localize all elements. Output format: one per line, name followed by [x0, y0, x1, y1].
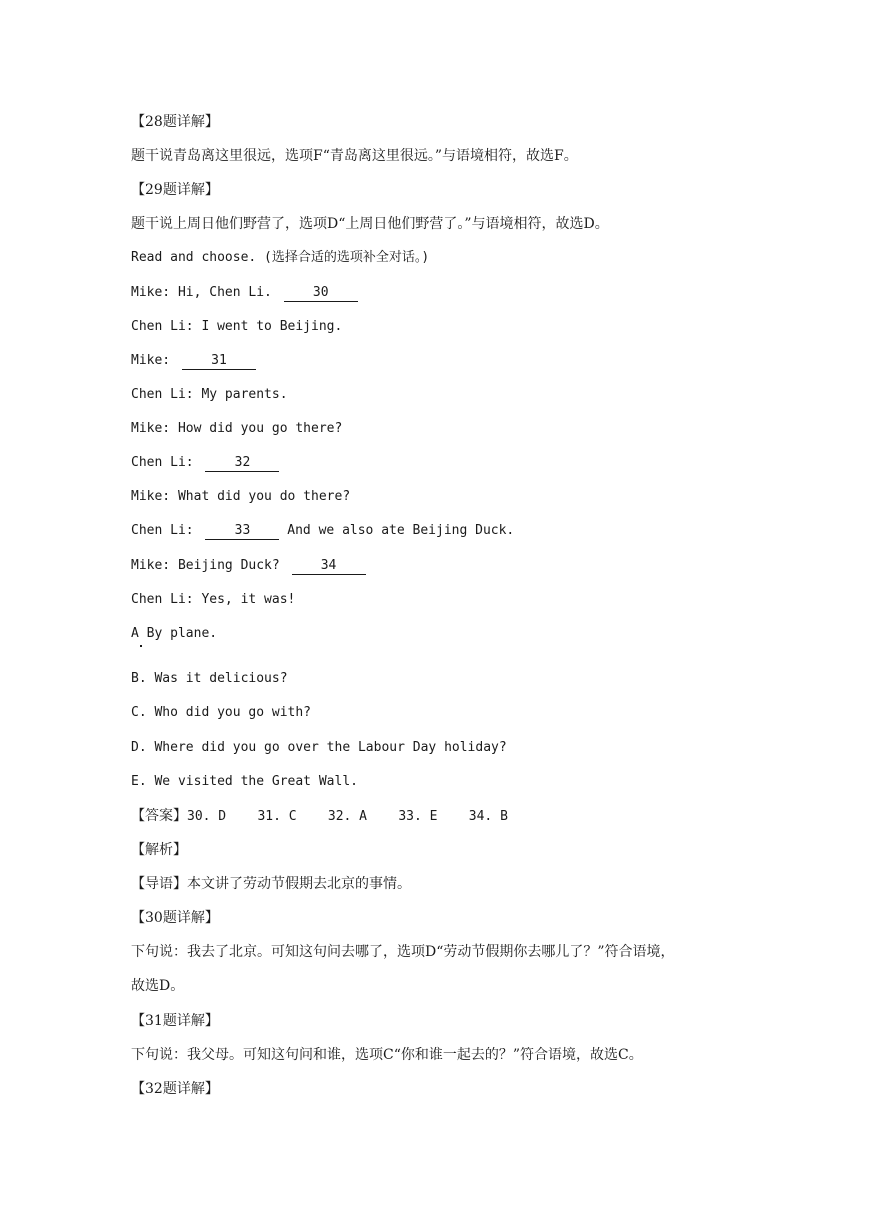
heading-q30: 【30题详解】: [131, 910, 219, 926]
stray-dot: [140, 645, 142, 647]
option-e: E. We visited the Great Wall.: [131, 774, 358, 789]
analysis-heading: 【解析】: [131, 842, 187, 858]
dialogue-line-7: Mike: What did you do there?: [131, 489, 351, 504]
explanation-q30: 下句说：我去了北京。可知这句问去哪了，选项D“劳动节假期你去哪儿了？”符合语境，: [131, 944, 675, 960]
option-a: A By plane.: [131, 626, 218, 641]
option-d: D. Where did you go over the Labour Day holiday?: [131, 740, 507, 755]
answer-values: 30. D 31. C 32. A 33. E 34. B: [187, 809, 508, 824]
blank-32: 32: [205, 455, 279, 472]
dialogue-line-6: [131, 454, 279, 472]
answer-line: [131, 807, 508, 826]
blank-31: 31: [182, 353, 256, 370]
blank-30: 30: [284, 285, 358, 302]
option-b: B. Was it delicious?: [131, 671, 288, 686]
blank-33: 33: [205, 523, 279, 540]
blank-34: 34: [292, 558, 366, 575]
dialogue-speaker: Chen Li:: [131, 455, 194, 470]
dialogue-speaker: Mike: Hi, Chen Li.: [131, 285, 272, 300]
dialogue-tail: And we also ate Beijing Duck.: [287, 523, 515, 538]
explanation-q28: 题干说青岛离这里很远，选项F“青岛离这里很远。”与语境相符，故选F。: [131, 148, 578, 164]
dialogue-speaker: Chen Li:: [131, 523, 194, 538]
dialogue-speaker: Mike: Beijing Duck?: [131, 558, 280, 573]
answer-label: 【答案】: [131, 808, 187, 824]
explanation-q31: 下句说：我父母。可知这句问和谁，选项C“你和谁一起去的？”符合语境，故选C。: [131, 1047, 643, 1063]
instruction: Read and choose. (选择合适的选项补全对话。): [131, 250, 430, 265]
heading-q29: 【29题详解】: [131, 182, 219, 198]
heading-q32: 【32题详解】: [131, 1081, 219, 1097]
dialogue-line-2: Chen Li: I went to Beijing.: [131, 319, 343, 334]
dialogue-line-3: [131, 352, 256, 370]
dialogue-line-8: [131, 522, 514, 540]
option-c: C. Who did you go with?: [131, 705, 312, 720]
dialogue-line-9: [131, 557, 366, 575]
explanation-q29: 题干说上周日他们野营了，选项D“上周日他们野营了。”与语境相符，故选D。: [131, 216, 609, 232]
explanation-q30-cont: 故选D。: [131, 978, 185, 994]
dialogue-line-1: [131, 284, 358, 302]
intro-text: 【导语】本文讲了劳动节假期去北京的事情。: [131, 876, 411, 892]
dialogue-line-10: Chen Li: Yes, it was!: [131, 592, 296, 607]
heading-q31: 【31题详解】: [131, 1013, 219, 1029]
dialogue-line-5: Mike: How did you go there?: [131, 421, 343, 436]
dialogue-speaker: Mike:: [131, 353, 171, 368]
dialogue-line-4: Chen Li: My parents.: [131, 387, 288, 402]
heading-q28: 【28题详解】: [131, 114, 219, 130]
